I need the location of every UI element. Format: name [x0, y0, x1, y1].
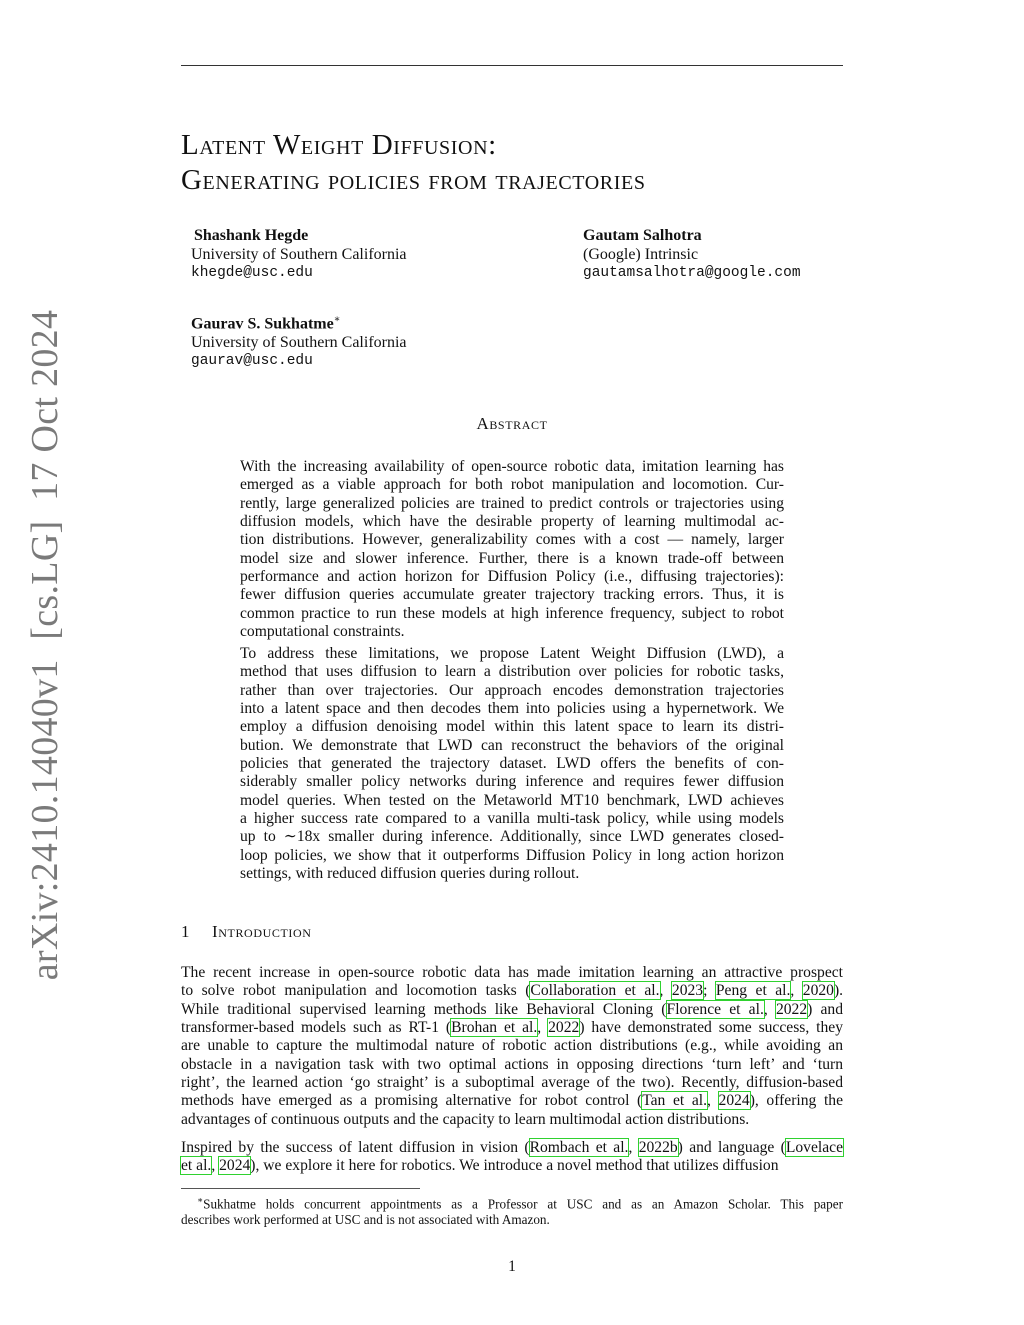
section-number: 1: [181, 922, 191, 941]
text-segment: into a latent space and then decodes them into policies using a hypernetwork. We: [240, 700, 784, 718]
text-line: [240, 568, 784, 586]
text-line: [240, 773, 784, 791]
text-line: [181, 982, 843, 1000]
text-line: [240, 682, 784, 700]
text-segment: ,: [628, 1139, 639, 1156]
text-segment: With the increasing availability of open-source robotic data, imitation learning has: [240, 458, 784, 475]
text-segment: ).: [833, 982, 844, 1000]
footnote-rule: [181, 1188, 420, 1189]
text-line: [240, 663, 784, 681]
text-segment: model size and slower inference. Further, there is a known trade-off between: [240, 549, 784, 567]
text-line: [240, 718, 784, 736]
text-line: [240, 605, 784, 623]
text-segment: ) and language (: [677, 1139, 786, 1156]
text-segment: The recent increase in open-source robotic data has made imitation learning an attractive prospect: [181, 964, 843, 981]
text-line: [240, 755, 784, 773]
text-line: [181, 1037, 843, 1055]
text-line: [240, 828, 784, 846]
text-line: [240, 623, 784, 641]
text-segment: While traditional supervised learning methods like Behavioral Cloning (: [181, 1000, 667, 1018]
author-name: Gautam Salhotra: [583, 227, 702, 244]
text-segment: ) have demonstrated some success, they: [579, 1019, 844, 1037]
author-name: Shashank Hegde: [194, 227, 309, 244]
abstract-paragraph-2: [240, 645, 784, 883]
text-line: [181, 1157, 843, 1175]
author-email[interactable]: khegde@usc.edu: [191, 265, 313, 281]
author-name-row: [191, 311, 407, 334]
text-segment: obstacle in a navigation task with two optimal actions in opposing directions ‘turn left’ and ‘turn: [181, 1055, 843, 1073]
text-segment: ;: [703, 982, 716, 1000]
arxiv-identifier: arXiv:2410.14040v1 [cs.LG] 17 Oct 2024: [24, 309, 66, 981]
citation-link[interactable]: 2020: [802, 982, 834, 1000]
citation-link[interactable]: 2022: [548, 1019, 580, 1037]
text-line: [181, 1139, 843, 1157]
text-line: [181, 1092, 843, 1110]
text-segment: method that uses diffusion to learn a distribution over policies for robotic tasks,: [240, 663, 784, 681]
text-line: [240, 550, 784, 568]
author-3: [191, 311, 407, 371]
text-segment: bution. We demonstrate that LWD can reconstruct the behaviors of the original: [240, 736, 784, 754]
text-segment: siderably smaller policy networks during inference and requires fewer diffusion: [240, 773, 784, 791]
citation-link[interactable]: 2022: [775, 1000, 808, 1018]
text-line: [181, 1074, 843, 1092]
author-email[interactable]: gaurav@usc.edu: [191, 353, 313, 370]
text-line: [240, 865, 784, 883]
text-line: [240, 513, 784, 531]
author-affiliation: University of Southern California: [191, 245, 407, 263]
text-segment: rently, large generalized policies are trained to predict controls or trajectories using: [240, 494, 784, 512]
text-segment: ), offering the: [749, 1092, 844, 1110]
citation-link[interactable]: Lovelace: [785, 1139, 843, 1156]
author-email[interactable]: gautamsalhotra@google.com: [583, 265, 801, 281]
text-line: [240, 495, 784, 513]
text-segment: common practice to run these models at high inference frequency, subject to robot: [240, 604, 784, 622]
text-line: [181, 964, 843, 982]
text-segment: computational constraints.: [240, 623, 405, 641]
text-segment: ,: [790, 982, 803, 1000]
text-line: [240, 792, 784, 810]
text-segment: methods have emerged as a promising alternative for robot control (: [181, 1092, 643, 1110]
text-segment: settings, with reduced diffusion queries during rollout.: [240, 865, 580, 883]
text-line: [240, 476, 784, 494]
text-segment: tion distributions. However, generalizability comes with a cost — namely, larger: [240, 531, 784, 549]
text-segment: loop policies, we show that it outperforms Diffusion Policy in long action horizon: [240, 846, 784, 864]
text-segment: fewer diffusion queries accumulate greater trajectory tracking errors. Thus, it is: [240, 586, 784, 604]
text-segment: Inspired by the success of latent diffusion in vision (: [181, 1139, 530, 1156]
section-heading: [181, 922, 312, 942]
footnote-mark: ∗: [197, 1195, 204, 1205]
author-2: [583, 227, 801, 283]
citation-link[interactable]: Florence et al.: [666, 1000, 764, 1018]
paper-title: [181, 128, 646, 198]
author-affiliation: (Google) Intrinsic: [583, 245, 699, 263]
text-segment: To address these limitations, we propose Latent Weight Diffusion (LWD), a: [240, 645, 784, 662]
text-segment: ,: [707, 1092, 719, 1110]
text-segment: model queries. When tested on the Metaworld MT10 benchmark, LWD achieves: [240, 791, 784, 809]
citation-link[interactable]: Collaboration et al.: [530, 982, 660, 1000]
text-segment: ,: [211, 1157, 220, 1175]
text-segment: performance and action horizon for Diffusion Policy (i.e., diffusing trajectories):: [240, 568, 784, 586]
text-line: [181, 1056, 843, 1074]
text-segment: up to ∼18x smaller during inference. Additionally, since LWD generates closed-: [240, 828, 784, 846]
citation-link[interactable]: Tan et al.: [642, 1092, 707, 1110]
citation-link[interactable]: 2024: [219, 1157, 251, 1175]
text-segment: ,: [763, 1000, 776, 1018]
text-segment: a higher success rate compared to a vanilla multi-task policy, while using models: [240, 810, 784, 828]
text-line: [240, 810, 784, 828]
text-line: [240, 700, 784, 718]
author-1: [191, 227, 407, 283]
citation-link[interactable]: 2022b: [638, 1139, 678, 1156]
text-segment: diffusion models, which have the desirable property of learning multimodal ac-: [240, 513, 784, 531]
footnote: [181, 1192, 843, 1228]
text-line: [240, 737, 784, 755]
text-segment: policies that generated the trajectory dataset. LWD offers the benefits of con-: [240, 755, 784, 773]
text-line: [181, 1111, 843, 1129]
text-segment: employ a diffusion denoising model within this latent space to learn its distri-: [240, 718, 784, 736]
citation-link[interactable]: Brohan et al.: [451, 1019, 538, 1037]
text-segment: are unable to capture the multimodal nature of robotic action distributions (e.g., while avoiding an: [181, 1037, 843, 1055]
title-line-1: Latent Weight Diffusion:: [181, 129, 497, 161]
abstract-heading: Abstract: [476, 414, 548, 433]
intro-paragraph-1: [181, 964, 843, 1129]
text-line: [240, 645, 784, 663]
page-number: 1: [508, 1258, 516, 1275]
text-segment: advantages of continuous outputs and the capacity to learn multimodal action distributions.: [181, 1110, 750, 1128]
footnote-text: Sukhatme holds concurrent appointments as a Professor at USC and as an Amazon Scholar. This paper: [203, 1196, 843, 1212]
footnote-line: describes work performed at USC and is not associated with Amazon.: [181, 1212, 550, 1228]
author-name: Gaurav S. Sukhatme: [191, 315, 334, 333]
text-segment: ), we explore it here for robotics. We introduce a novel method that utilizes diffusion: [250, 1157, 779, 1175]
text-line: [240, 586, 784, 604]
citation-link[interactable]: et al.: [181, 1157, 212, 1175]
citation-link[interactable]: 2023: [671, 982, 704, 1000]
text-line: [181, 1001, 843, 1019]
citation-link[interactable]: Peng et al.: [715, 982, 791, 1000]
footnote-line: [181, 1192, 843, 1212]
text-line: [240, 458, 784, 476]
intro-paragraph-2: [181, 1139, 843, 1176]
text-segment: ,: [659, 982, 672, 1000]
title-line-2: Generating policies from trajectories: [181, 164, 646, 196]
text-segment: rather than over trajectories. Our approach encodes demonstration trajectories: [240, 681, 784, 699]
header-rule: [181, 65, 843, 66]
abstract-paragraph-1: [240, 458, 784, 641]
text-line: [181, 1019, 843, 1037]
text-segment: ) and: [807, 1000, 844, 1018]
text-segment: right’, the learned action ‘go straight’ is a suboptimal average of the two). Recently, diffusion-based: [181, 1074, 843, 1092]
section-title: Introduction: [212, 922, 312, 941]
text-line: [240, 531, 784, 549]
text-line: [240, 847, 784, 865]
citation-link[interactable]: 2024: [718, 1092, 750, 1110]
text-segment: emerged as a viable approach for both robot manipulation and locomotion. Cur-: [240, 476, 784, 494]
text-segment: transformer-based models such as RT-1 (: [181, 1019, 452, 1037]
text-segment: to solve robot manipulation and locomotion tasks (: [181, 982, 531, 1000]
author-affiliation: University of Southern California: [191, 333, 407, 351]
citation-link[interactable]: Rombach et al.: [529, 1139, 629, 1156]
text-segment: ,: [537, 1019, 549, 1037]
footnote-mark[interactable]: ∗: [333, 314, 341, 325]
